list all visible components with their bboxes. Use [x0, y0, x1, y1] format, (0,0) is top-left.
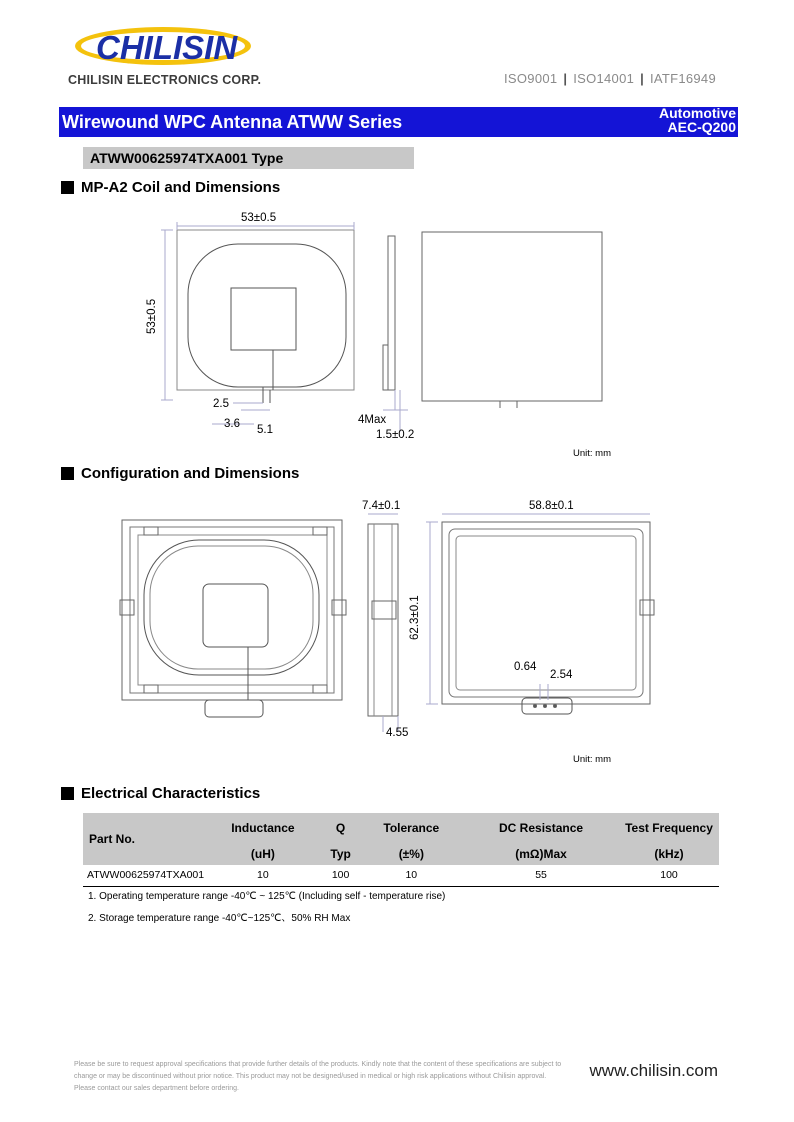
config-thickness-dim: 7.4±0.1	[362, 500, 401, 512]
table-header-row-1	[83, 813, 719, 843]
config-pitch-2-54: 2.54	[550, 669, 573, 681]
footer-disclaimer: Please be sure to request approval specifications that provide further details of the products. Kindly note that the content of these specifications are subject to change or may be discontinued without prior notice. This product may not be designed/used in medical or high risk applications without Chilisin approval. Please contact our sales department before ordering.	[74, 1061, 562, 1092]
th-part-no: Part No.	[83, 813, 204, 865]
coil-dim-5-1: 5.1	[257, 424, 273, 436]
bullet-square-icon	[61, 181, 74, 194]
coil-dim-4max: 4Max	[358, 414, 387, 426]
company-name: CHILISIN ELECTRONICS CORP.	[68, 73, 262, 87]
series-title: Wirewound WPC Antenna ATWW Series	[62, 112, 403, 132]
electrical-table	[83, 813, 719, 887]
automotive-badge	[659, 106, 736, 134]
config-width-dim: 58.8±0.1	[529, 500, 574, 512]
coil-dim-3-6: 3.6	[224, 418, 240, 430]
certifications: ISO9001 | ISO14001 | IATF16949	[504, 71, 716, 86]
note-2: 2. Storage temperature range -40℃~125℃、50% RH Max	[88, 913, 351, 924]
coil-height-dim: 53±0.5	[146, 298, 158, 334]
cert-iatf16949: IATF16949	[649, 71, 716, 86]
section-config-title: Configuration and Dimensions	[81, 465, 300, 482]
coil-dim-2-5: 2.5	[213, 398, 229, 410]
th-inductance: Inductance	[204, 813, 322, 843]
type-label: ATWW00625974TXA001 Type	[90, 150, 284, 166]
coil-unit-label: Unit: mm	[573, 448, 611, 459]
cell-tolerance: 10	[360, 865, 464, 886]
coil-width-dim: 53±0.5	[241, 212, 277, 224]
section-coil	[61, 179, 280, 196]
th-tolerance: Tolerance	[360, 813, 464, 843]
config-unit-label: Unit: mm	[573, 754, 611, 765]
bullet-square-icon	[61, 467, 74, 480]
th-q: Q	[322, 813, 360, 843]
cell-freq: 100	[619, 865, 719, 886]
cert-iso9001: ISO9001	[504, 71, 558, 86]
config-height-dim: 62.3±0.1	[409, 595, 421, 640]
th-q-unit: Typ	[322, 843, 360, 865]
config-dim-4-55: 4.55	[386, 727, 409, 739]
badge-line-1: Automotive	[659, 105, 736, 121]
section-elec	[61, 785, 260, 802]
cell-dcr: 55	[463, 865, 619, 886]
logo-text: CHILISIN	[96, 29, 238, 66]
th-freq-unit: (kHz)	[619, 843, 719, 865]
th-dcr: DC Resistance	[463, 813, 619, 843]
bullet-square-icon	[61, 787, 74, 800]
section-coil-title: MP-A2 Coil and Dimensions	[81, 179, 281, 196]
website-link[interactable]: www.chilisin.com	[589, 1061, 718, 1080]
th-dcr-unit: (mΩ)Max	[463, 843, 619, 865]
badge-line-2: AEC-Q200	[667, 119, 736, 135]
cell-part-no: ATWW00625974TXA001	[83, 865, 204, 886]
th-inductance-unit: (uH)	[204, 843, 322, 865]
cell-q: 100	[322, 865, 360, 886]
cert-iso14001: ISO14001	[573, 71, 635, 86]
th-tolerance-unit: (±%)	[360, 843, 464, 865]
section-config	[61, 465, 299, 482]
table-row	[83, 865, 719, 886]
config-pitch-0-64: 0.64	[514, 661, 537, 673]
cell-inductance: 10	[204, 865, 322, 886]
coil-dim-1-5: 1.5±0.2	[376, 429, 415, 441]
th-freq: Test Frequency	[619, 813, 719, 843]
section-elec-title: Electrical Characteristics	[81, 785, 261, 802]
note-1: 1. Operating temperature range -40℃ ~ 125℃ (Including self - temperature rise)	[88, 891, 446, 902]
